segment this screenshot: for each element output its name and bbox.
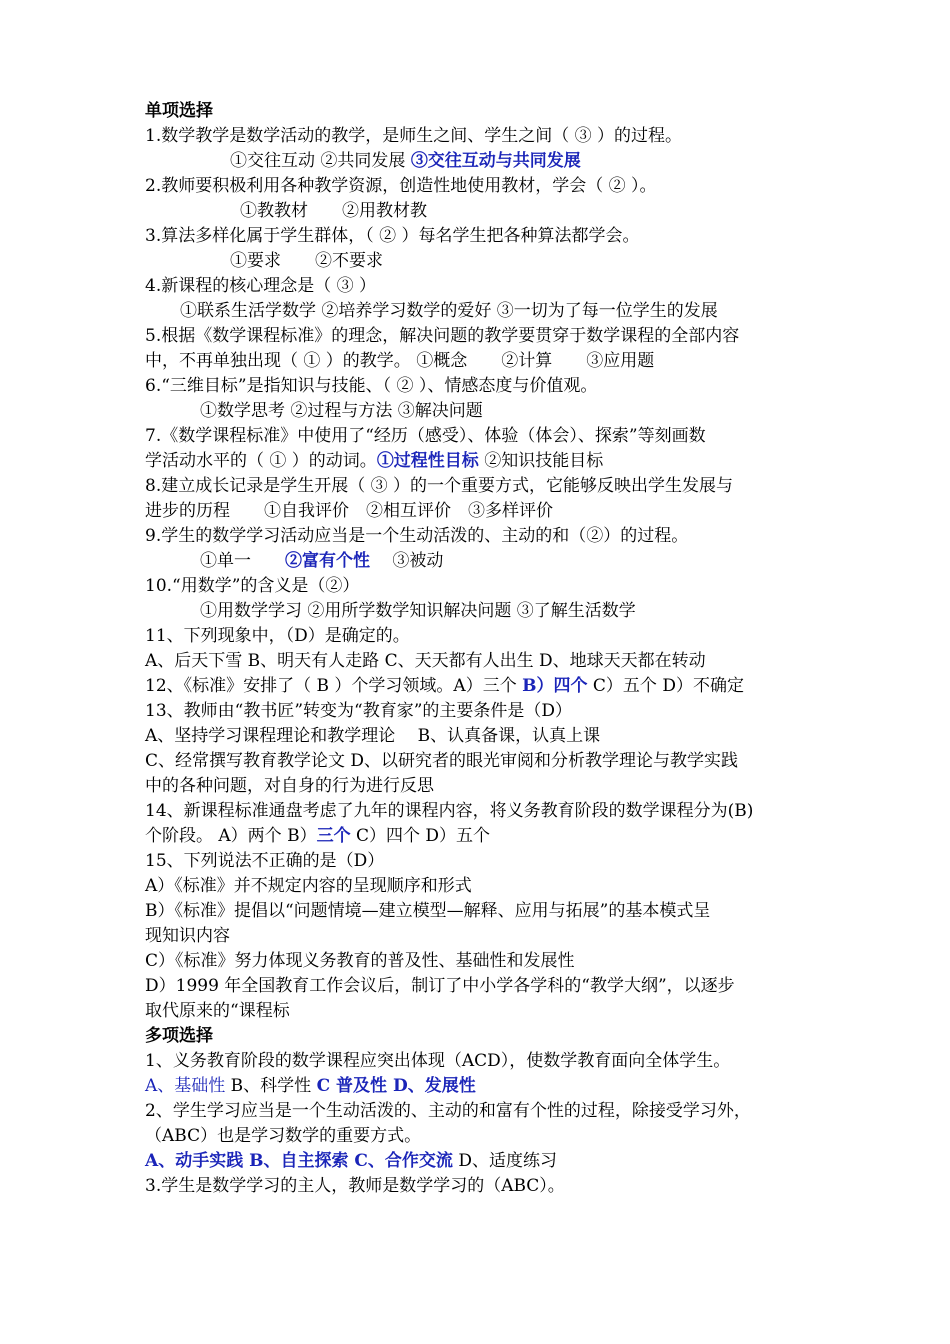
- section-heading-single-choice: 单项选择: [145, 101, 213, 121]
- section-heading-multi-choice: 多项选择: [145, 1026, 213, 1046]
- question-line: 12、《标准》安排了（ B ）个学习领域。A）三个 B）四个 C）五个 D）不确定: [145, 676, 744, 696]
- option-line: B）《标准》提倡以“问题情境—建立模型—解释、应用与拓展”的基本模式呈: [145, 901, 711, 921]
- question-line: 8.建立成长记录是学生开展（ ③ ）的一个重要方式，它能够反映出学生发展与: [145, 476, 734, 496]
- question-line: 10.“用数学”的含义是（②）: [145, 576, 360, 596]
- question-line: 15、下列说法不正确的是（D）: [145, 851, 385, 871]
- question-line: 2.教师要积极利用各种教学资源，创造性地使用教材，学会（ ② ）。: [145, 176, 657, 196]
- option-line: A、动手实践 B、自主探索 C、合作交流 D、适度练习: [145, 1151, 557, 1171]
- question-line: 7.《数学课程标准》中使用了“经历（感受）、体验（体会）、探索”等刻画数: [145, 426, 706, 446]
- option-line: A、基础性 B、科学性 C 普及性 D、发展性: [145, 1076, 476, 1096]
- question-line: 学活动水平的（ ① ）的动词。①过程性目标 ②知识技能目标: [145, 451, 604, 471]
- question-line: 个阶段。 A）两个 B）三个 C）四个 D）五个: [145, 826, 491, 846]
- option-line: 取代原来的“课程标: [145, 1001, 290, 1021]
- question-line: 中，不再单独出现（ ① ）的教学。 ①概念 ②计算 ③应用题: [145, 351, 655, 371]
- question-line: 1、义务教育阶段的数学课程应突出体现（ACD），使数学教育面向全体学生。: [145, 1051, 731, 1071]
- option-line: C）《标准》努力体现义务教育的普及性、基础性和发展性: [145, 951, 575, 971]
- option-line: ①交往互动 ②共同发展 ③交往互动与共同发展: [230, 151, 581, 171]
- question-line: 9.学生的数学学习活动应当是一个生动活泼的、主动的和（②）的过程。: [145, 526, 689, 546]
- option-line: D）1999 年全国教育工作会议后，制订了中小学各学科的“教学大纲”，以逐步: [145, 976, 735, 996]
- option-line: 中的各种问题，对自身的行为进行反思: [145, 776, 434, 796]
- question-line: 13、教师由“教书匠”转变为“教育家”的主要条件是（D）: [145, 701, 573, 721]
- option-line: ①单一 ②富有个性 ③被动: [200, 551, 444, 571]
- question-line: 3.学生是数学学习的主人，教师是数学学习的（ABC）。: [145, 1176, 565, 1196]
- option-line: A、坚持学习课程理论和教学理论 B、认真备课，认真上课: [145, 726, 601, 746]
- question-line: 11、下列现象中，（D）是确定的。: [145, 626, 410, 646]
- question-line: 1.数学教学是数学活动的教学，是师生之间、学生之间（ ③ ）的过程。: [145, 126, 683, 146]
- question-line: 3.算法多样化属于学生群体，（ ② ）每名学生把各种算法都学会。: [145, 226, 640, 246]
- question-line: 进步的历程 ①自我评价 ②相互评价 ③多样评价: [145, 501, 553, 521]
- question-line: 6.“三维目标”是指知识与技能、（ ② ）、情感态度与价值观。: [145, 376, 598, 396]
- question-line: 2、学生学习应当是一个生动活泼的、主动的和富有个性的过程，除接受学习外，: [145, 1101, 751, 1121]
- option-line: 现知识内容: [145, 926, 230, 946]
- question-line: 5.根据《数学课程标准》的理念，解决问题的教学要贯穿于数学课程的全部内容: [145, 326, 740, 346]
- option-line: A）《标准》并不规定内容的呈现顺序和形式: [145, 876, 472, 896]
- option-line: ①用数学学习 ②用所学数学知识解决问题 ③了解生活数学: [200, 601, 636, 621]
- question-line: 4.新课程的核心理念是（ ③ ）: [145, 276, 377, 296]
- option-line: ①教教材 ②用教材教: [240, 201, 427, 221]
- option-line: ①要求 ②不要求: [230, 251, 383, 271]
- option-line: ①数学思考 ②过程与方法 ③解决问题: [200, 401, 483, 421]
- question-line: 14、新课程标准通盘考虑了九年的课程内容，将义务教育阶段的数学课程分为(B): [145, 801, 754, 821]
- option-line: ①联系生活学数学 ②培养学习数学的爱好 ③一切为了每一位学生的发展: [180, 301, 718, 321]
- option-line: A、后天下雪 B、明天有人走路 C、天天都有人出生 D、地球天天都在转动: [145, 651, 706, 671]
- question-line: （ABC）也是学习数学的重要方式。: [145, 1126, 422, 1146]
- option-line: C、经常撰写教育教学论文 D、以研究者的眼光审阅和分析教学理论与教学实践: [145, 751, 739, 771]
